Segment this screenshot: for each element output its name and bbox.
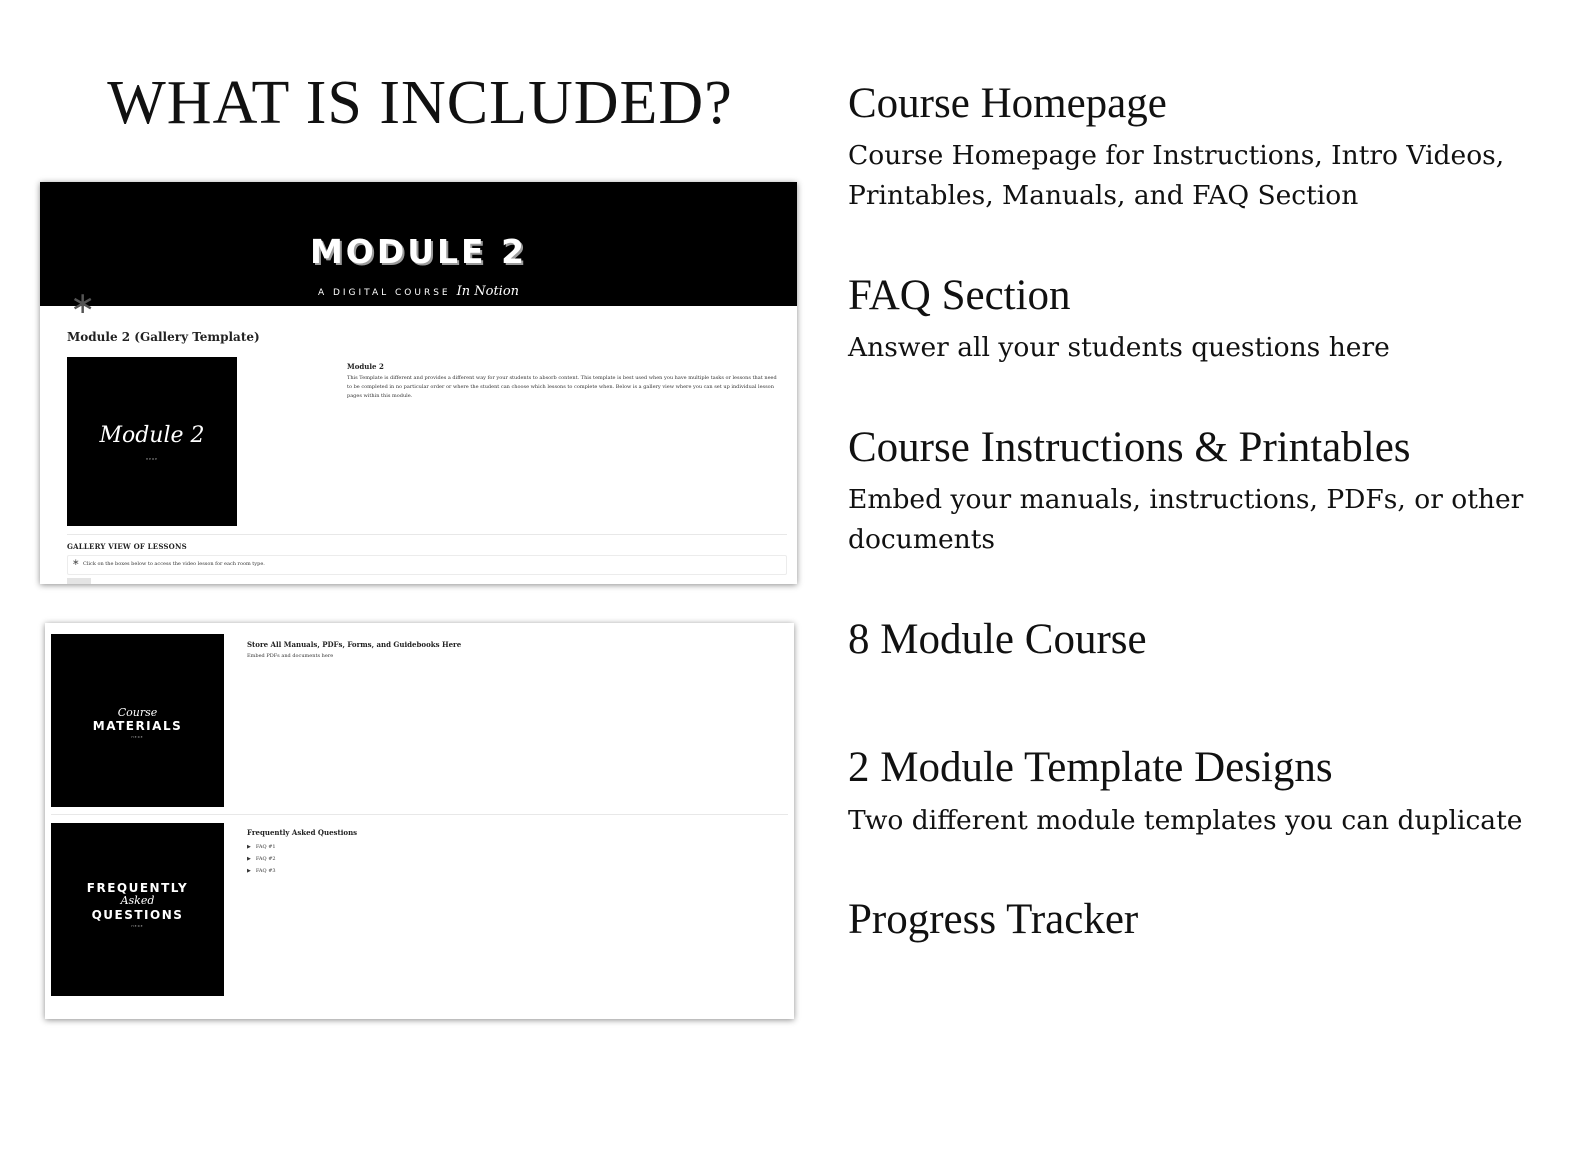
module-thumbnail-script: Module 2	[99, 423, 205, 448]
banner-subtitle	[40, 284, 797, 299]
page-title: WHAT IS INCLUDED?	[107, 69, 733, 137]
banner-subtitle-text: A DIGITAL COURSE	[317, 288, 451, 298]
gallery-item-stub	[67, 578, 91, 584]
module-banner	[40, 182, 797, 306]
gallery-label: GALLERY VIEW OF LESSONS	[67, 542, 187, 551]
module-description-heading: Module 2	[347, 362, 384, 371]
toggle-triangle-icon[interactable]: ▶	[247, 868, 251, 874]
faq-thumbnail-caps-top: FREQUENTLY	[86, 881, 189, 895]
feature-title: Progress Tracker	[848, 896, 1139, 943]
faq-thumbnail[interactable]	[51, 823, 224, 996]
toggle-triangle-icon[interactable]: ▶	[247, 844, 251, 850]
divider	[51, 814, 788, 815]
module-thumbnail-tiny: HERE	[145, 457, 159, 461]
faq-thumbnail-caps-bottom: QUESTIONS	[91, 908, 184, 922]
faq-heading: Frequently Asked Questions	[247, 828, 358, 837]
faq-toggle-item[interactable]	[247, 865, 276, 877]
faq-item-label: FAQ #2	[255, 856, 276, 862]
feature-description: Two different module templates you can duplicate	[848, 805, 1523, 836]
materials-faq-screenshot	[45, 623, 794, 1019]
feature-description: Course Homepage for Instructions, Intro Videos, Printables, Manuals, and FAQ Section	[848, 140, 1505, 211]
module-heading: Module 2 (Gallery Template)	[67, 330, 260, 344]
faq-item-label: FAQ #1	[255, 844, 276, 850]
feature-title: Course Instructions & Printables	[848, 424, 1411, 471]
materials-body: Embed PDFs and documents here	[247, 653, 334, 659]
module-thumbnail[interactable]	[67, 357, 237, 526]
page-asterisk-icon: ∗	[70, 286, 96, 321]
feature-description: Answer all your students questions here	[848, 332, 1390, 363]
feature-title: 8 Module Course	[848, 616, 1147, 663]
module-template-screenshot	[40, 182, 797, 584]
feature-title: 2 Module Template Designs	[848, 744, 1333, 791]
faq-toggle-item[interactable]	[247, 841, 276, 853]
feature-description: Embed your manuals, instructions, PDFs, or other documents	[848, 484, 1524, 555]
materials-thumbnail-script: Course	[117, 706, 158, 719]
divider	[67, 534, 787, 535]
materials-heading: Store All Manuals, PDFs, Forms, and Guidebooks Here	[247, 640, 462, 649]
callout-box	[67, 555, 787, 575]
banner-title: MODULE 2	[309, 232, 528, 271]
materials-thumbnail-tiny: HERE	[131, 735, 144, 739]
faq-toggle-item[interactable]	[247, 853, 276, 865]
materials-thumbnail[interactable]	[51, 634, 224, 807]
callout-text: Click on the boxes below to access the video lesson for each room type.	[83, 561, 265, 567]
banner-script-text: In Notion	[456, 284, 520, 299]
faq-thumbnail-tiny: HERE	[131, 924, 144, 928]
faq-thumbnail-script: Asked	[120, 894, 155, 907]
feature-title: FAQ Section	[848, 272, 1071, 319]
faq-list	[247, 841, 276, 877]
faq-item-label: FAQ #3	[255, 868, 276, 874]
feature-title: Course Homepage	[848, 80, 1167, 127]
toggle-triangle-icon[interactable]: ▶	[247, 856, 251, 862]
materials-thumbnail-caps: MATERIALS	[92, 719, 183, 733]
asterisk-icon: ∗	[72, 558, 80, 568]
module-description-body: This Template is different and provides a different way for your students to absorb content. This template is best used when you have multiple tasks or lessons that need to be completed in no particular order or where the student can choose which lessons to complete when. Below is a gallery view where you can set up individual lesson pages within this module.	[347, 375, 777, 399]
